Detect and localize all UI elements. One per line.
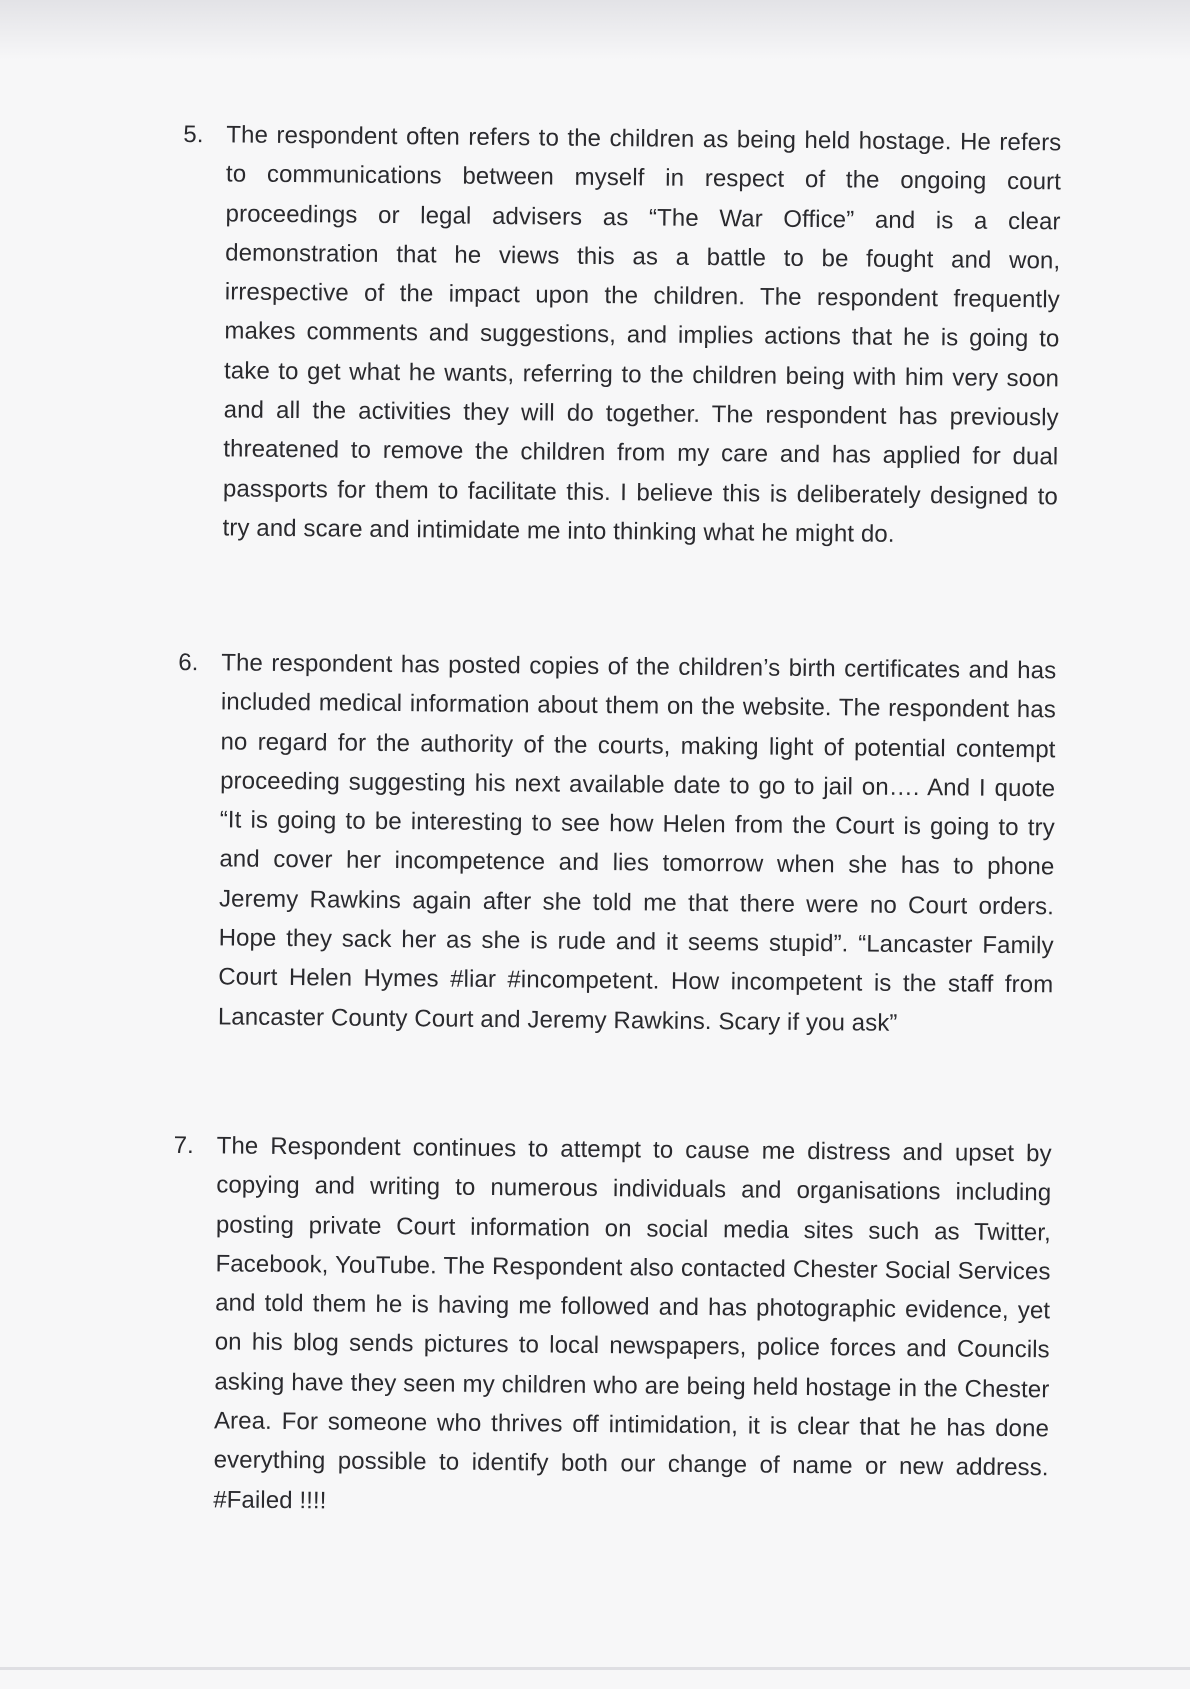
- paragraph-7: [173, 1126, 1052, 1527]
- paragraph-text: The respondent has posted copies of the children’s birth certificates and has included medical information about them on the website. The respondent has no regard for the authority of the courts, making light of potential contempt proceeding suggesting his next available date to go to jail on…. And I quote “It is going to be interesting to see how Helen from the Court is going to try and cover her incompetence and lies tomorrow when she has to phone Jeremy Rawkins again after she told me that there were no Court orders. Hope they sack her as she is rude and it seems stupid”. “Lancaster Family Court Helen Hymes #liar #incompetent. How incompetent is the staff from Lancaster County Court and Jeremy Rawkins. Scary if you ask”: [217, 649, 1057, 1037]
- paragraph-5: [183, 115, 1062, 555]
- paragraph-6: [178, 643, 1057, 1044]
- paragraph-text: The Respondent continues to attempt to cause me distress and upset by copying and writing to numerous individuals and organisations including posting private Court information on social media sites such as Twitter, Facebook, YouTube. The Respondent also contacted Chester Social Services and told them he is having me followed and has photographic evidence, yet on his blog sends pictures to local newspapers, police forces and Councils asking have they seen my children who are being held hostage in the Chester Area. For someone who thrives off intimidation, it is clear that he has done everything possible to identify both our change of name or new address. #Failed !!!!: [213, 1132, 1052, 1515]
- paragraph-number: 7.: [173, 1131, 195, 1160]
- paragraph-text: The respondent often refers to the children as being held hostage. He refers to communications between myself in respect of the ongoing court proceedings or legal advisers as “The War Office” and is a clear demonstration that he views this as a battle to be fought and won, irrespective of the impact upon the children. The respondent frequently makes comments and suggestions, and implies actions that he is going to take to get what he wants, referring to the children being with him very soon and all the activities they will do together. The respondent has previously threatened to remove the children from my care and has applied for dual passports for them to facilitate this. I believe this is deliberately designed to try and scare and intimidate me into thinking what he might do.: [222, 121, 1062, 548]
- paragraph-number: 6.: [178, 648, 199, 677]
- paragraph-number: 5.: [183, 120, 204, 149]
